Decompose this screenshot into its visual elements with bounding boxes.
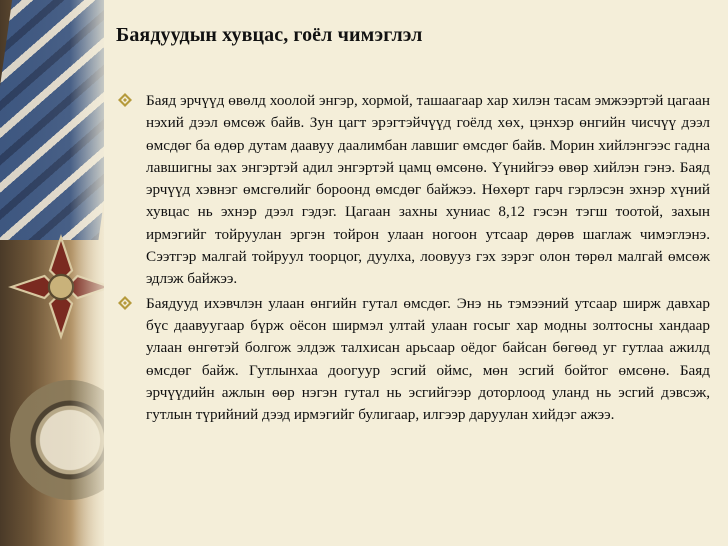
- bullet-item: [118, 90, 710, 291]
- diamond-bullet-icon: [118, 296, 132, 310]
- bullet-text: Баяд эрчүүд өвөлд хоолой энгэр, хормой, ташаагаар хар хилэн тасам эмжээртэй цагаан нэхий дээл өмсөж байв. Зун цагт эрэгтэйчүүд гоёлд хөх, цэнхэр өнгийн чисчүү дээл өмсдөг ба өдөр дутам даавуу даалимбан лавшиг өмсдөг байв. Морин хийлэнгээс гадна лавшигны зах энгэртэй адил энгэртэй цамц өмсөнө. Үүнийгээ өвөр хийлэн гэнэ. Баяд эрчүүд хэвнэг өмсгөлийг бороонд өмсдөг байжээ. Нөхөрт гарч гэрлэсэн эхнэр хүний хувцас нь эхнэр дээл гэдэг. Цагаан захны хуниас 8,12 гэсэн тэгш тоотой, захын ирмэгийг тойруулан эргэн тойрон улаан ногоон утсаар дөрөв шаглаж чимэглэнэ. Сээтгэр малгай тойруул тоорцог, дуулха, лоовууз гэх зэрэг олон төрөл малгай өмсөж эдлэж байжээ.: [146, 92, 710, 288]
- bullet-text: Баядууд ихэвчлэн улаан өнгийн гутал өмсдөг. Энэ нь тэмээний утсаар ширж давхар бүс даавуугаар бүрж оёсон ширмэл ултай улаан госыг хар модны золтосны хандаар улаан өнгөтэй болгож элдэж талхисан арьсаар оёдог байсан бөгөөд уг гутлаа ажилд өмсдөг байж. Гутлынхаа доогуур эсгий оймс, мөн эсгий бойтог өмсөнө. Баяд эрчүүдийн ажлын өөр нэгэн гутал нь эсгийгээр доторлоод уланд нь эсгий дэвсэж, гутлын түрийний дээд ирмэгийг булигаар, илгээр даруулан хийдэг ажээ.: [146, 294, 710, 424]
- art-fade-edge: [70, 0, 104, 546]
- decorative-medal-image: [0, 0, 104, 546]
- slide-title: Баядуудын хувцас, гоёл чимэглэл: [116, 24, 423, 46]
- bullet-list: [118, 90, 710, 428]
- bullet-item: [118, 293, 710, 427]
- diamond-bullet-icon: [118, 93, 132, 107]
